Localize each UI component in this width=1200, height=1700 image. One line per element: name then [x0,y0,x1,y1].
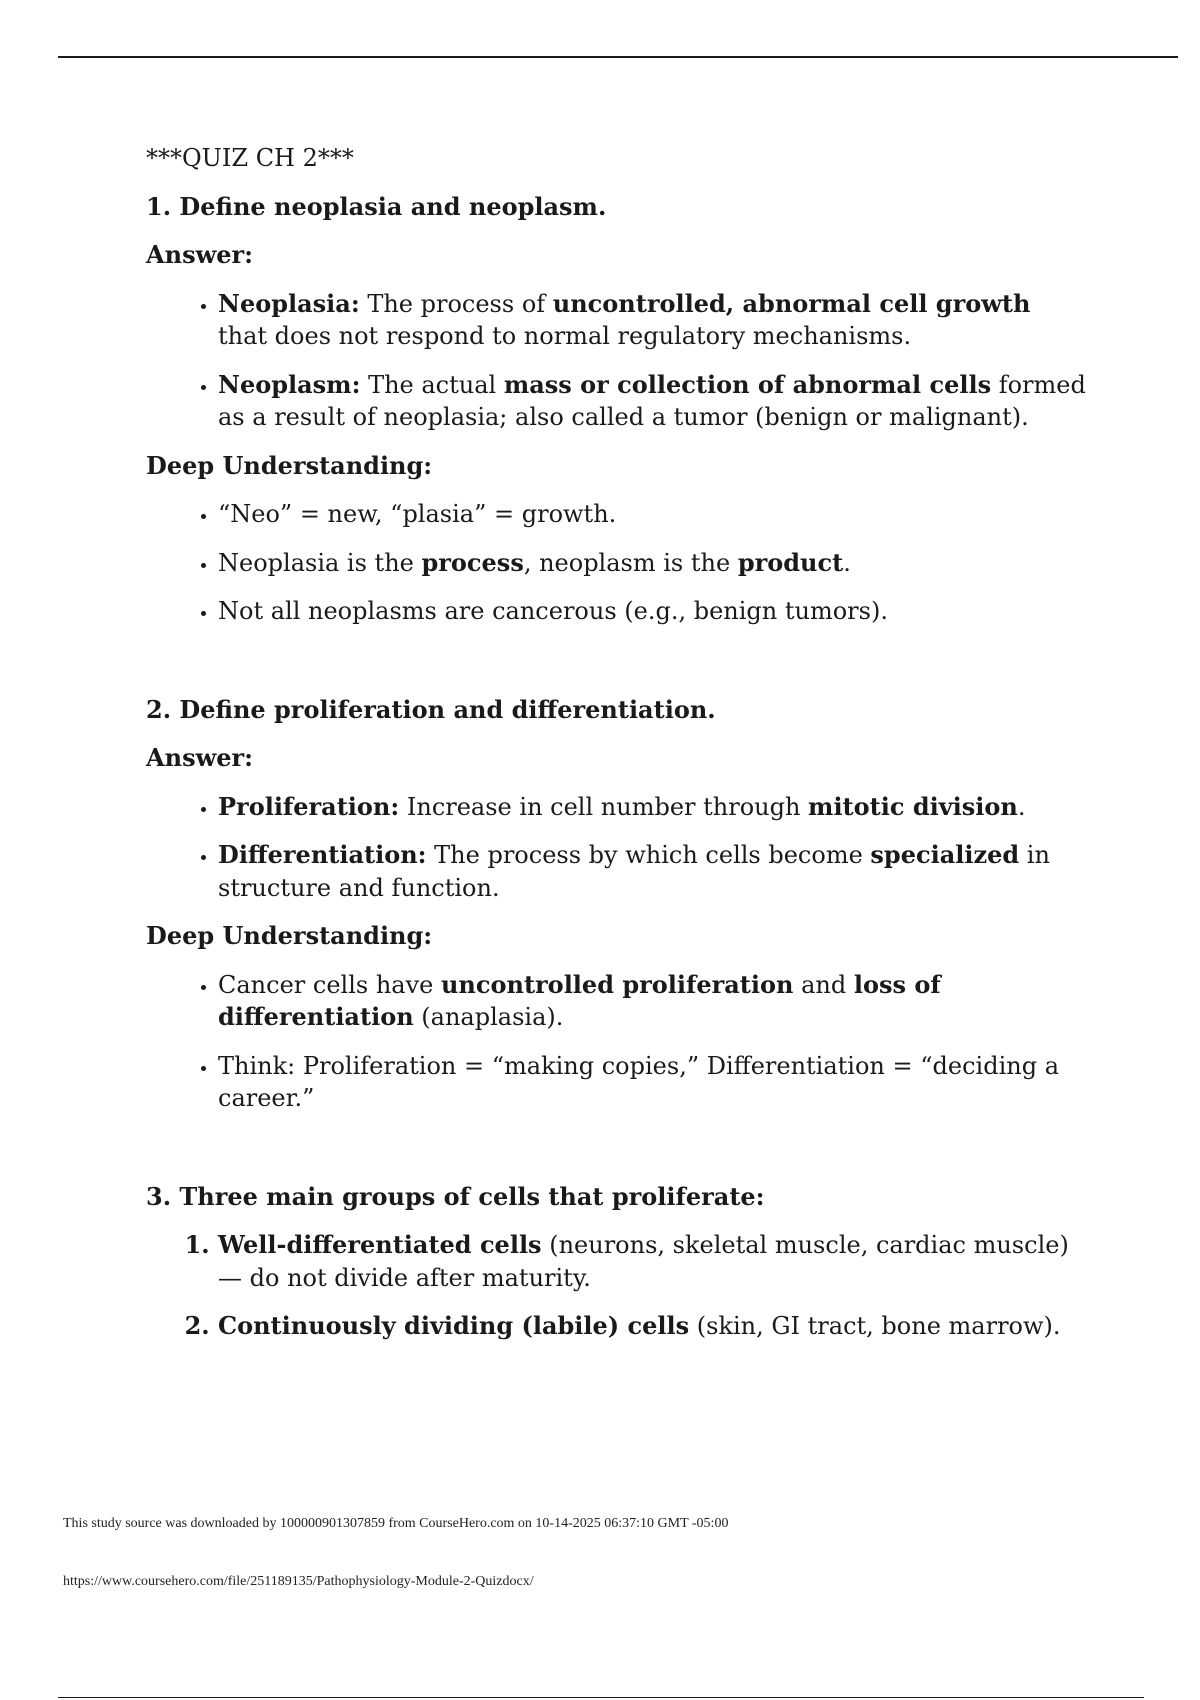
list-item: • Differentiation: The process by which cells become specialized in structure and function. [218,839,1086,904]
bottom-rule [58,1697,1144,1698]
list-item: 2. Continuously dividing (labile) cells (skin, GI tract, bone marrow). [218,1310,1086,1343]
answer-label: Answer: [146,743,254,772]
list-item: • Think: Proliferation = “making copies,” Differentiation = “deciding a career.” [218,1050,1086,1115]
list-item: • Proliferation: Increase in cell number through mitotic division. [218,791,1086,824]
list-item: • Not all neoplasms are cancerous (e.g., benign tumors). [218,595,1086,628]
answer-list [146,288,1086,434]
deep-understanding-list [146,969,1086,1115]
deep-understanding-label: Deep Understanding: [146,450,433,480]
deep-understanding-label: Deep Understanding: [146,921,433,950]
question-1-heading: 1. Define neoplasia and neoplasm. [146,191,607,221]
quiz-title: ***QUIZ CH 2*** [146,144,354,172]
cell-groups-list [146,1229,1086,1343]
list-item: • Neoplasm: The actual mass or collection of abnormal cells formed as a result of neoplasia; also called a tumor (benign or malignant). [218,369,1086,434]
answer-list [146,791,1086,905]
list-item: • Neoplasia is the process, neoplasm is the product. [218,547,1086,580]
deep-understanding-list [146,498,1086,628]
source-url[interactable]: https://www.coursehero.com/file/251189135/Pathophysiology-Module-2-Quizdocx/ [63,1574,534,1589]
question-2-heading: 2. Define proliferation and differentiation. [146,694,716,724]
list-item: • Cancer cells have uncontrolled proliferation and loss of differentiation (anaplasia). [218,969,1086,1034]
question-3-heading: 3. Three main groups of cells that proliferate: [146,1181,765,1211]
list-item: 1. Well-differentiated cells (neurons, skeletal muscle, cardiac muscle) — do not divide after maturity. [218,1229,1086,1294]
top-rule [58,56,1178,58]
answer-label: Answer: [146,240,254,269]
source-footer: This study source was downloaded by 100000901307859 from CourseHero.com on 10-14-2025 06:37:10 GMT -05:00 [63,1516,729,1531]
list-item: • “Neo” = new, “plasia” = growth. [218,498,1086,531]
list-item: • Neoplasia: The process of uncontrolled, abnormal cell growth that does not respond to normal regulatory mechanisms. [218,288,1086,353]
document-body [146,142,1086,1359]
